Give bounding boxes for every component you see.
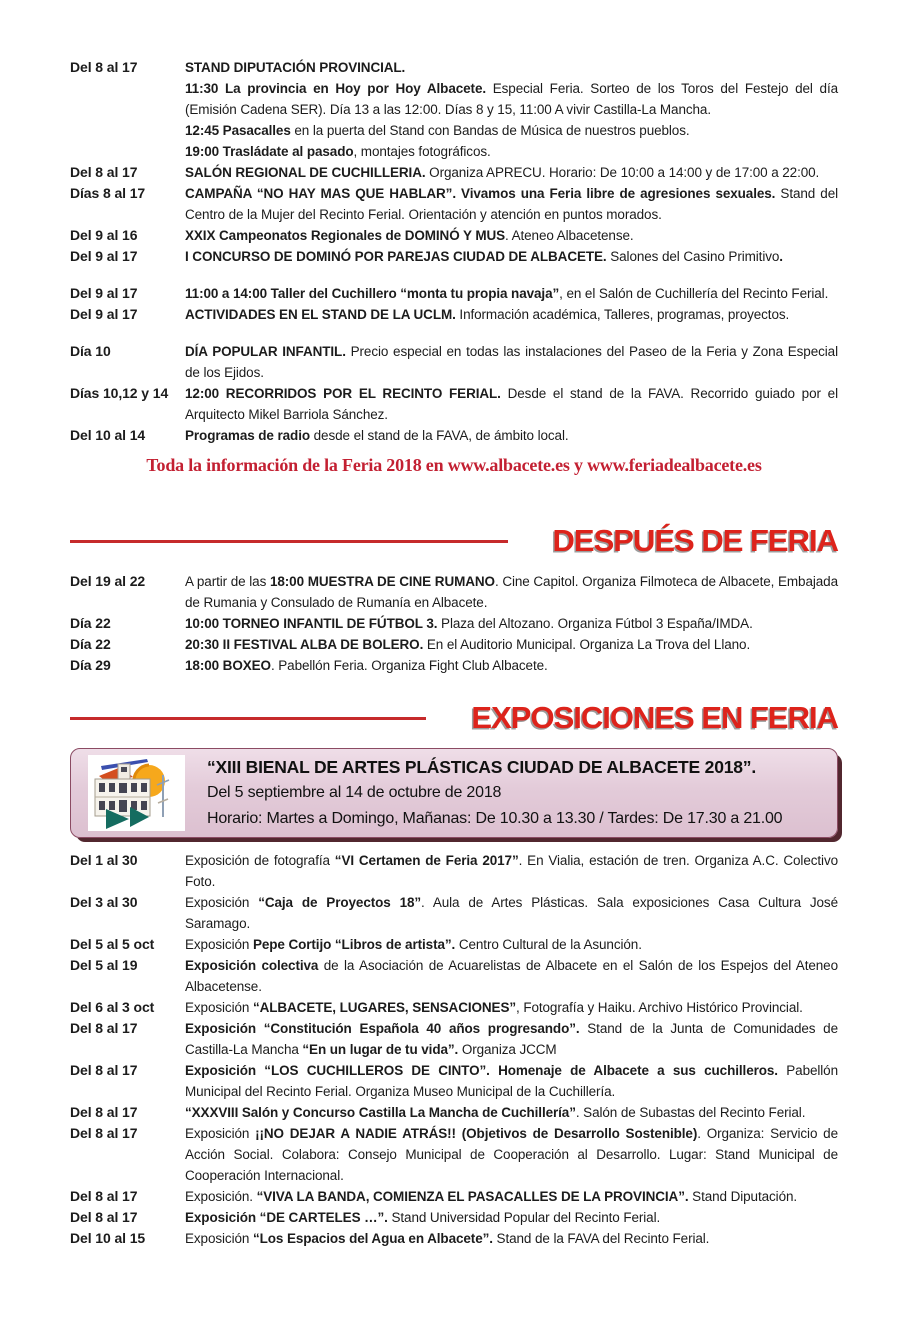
event-date: Del 8 al 17 xyxy=(70,59,138,75)
event-date: Del 8 al 17 xyxy=(70,1104,138,1120)
event-date: Del 6 al 3 oct xyxy=(70,999,155,1015)
event-date: Del 1 al 30 xyxy=(70,852,138,868)
event-description: Exposición “Caja de Proyectos 18”. Aula de Artes Plásticas. Sala exposiciones Casa Cultura José Saramago. xyxy=(185,895,838,931)
event-description: Exposición “DE CARTELES …”. Stand Universidad Popular del Recinto Ferial. xyxy=(185,1210,661,1225)
event-row xyxy=(70,1186,838,1207)
event-row xyxy=(70,341,838,383)
event-date: Del 8 al 17 xyxy=(70,164,138,180)
event-date: Del 3 al 30 xyxy=(70,894,138,910)
event-description: Programas de radio desde el stand de la FAVA, de ámbito local. xyxy=(185,428,569,443)
event-date: Día 22 xyxy=(70,615,111,631)
event-row xyxy=(70,997,838,1018)
event-description: Exposición Pepe Cortijo “Libros de artista”. Centro Cultural de la Asunción. xyxy=(185,937,642,952)
event-description: Exposición “Los Espacios del Agua en Albacete”. Stand de la FAVA del Recinto Ferial. xyxy=(185,1231,710,1246)
event-row xyxy=(70,383,838,425)
event-date: Del 8 al 17 xyxy=(70,1188,138,1204)
event-date: Del 9 al 16 xyxy=(70,227,138,243)
event-description: CAMPAÑA “NO HAY MAS QUE HABLAR”. Vivamos una Feria libre de agresiones sexuales. Stand del Centro de la Mujer del Recinto Ferial. Orientación y atención en puntos morados. xyxy=(185,186,839,222)
event-date: Del 9 al 17 xyxy=(70,248,138,264)
event-date: Días 10,12 y 14 xyxy=(70,385,169,401)
event-description: Exposición. “VIVA LA BANDA, COMIENZA EL PASACALLES DE LA PROVINCIA”. Stand Diputación. xyxy=(185,1189,798,1204)
event-description: Exposición ¡¡NO DEJAR A NADIE ATRÁS!! (Objetivos de Desarrollo Sostenible). Organiza: Servicio de Acción Social. Colabora: Consejo Municipal de Cooperación al Desarrollo. Lugar: Stand Municipal de Cooperación Internacional. xyxy=(185,1126,838,1183)
event-row xyxy=(70,955,838,997)
event-row xyxy=(70,850,838,892)
event-row xyxy=(70,162,838,183)
bienal-title: “XIII BIENAL DE ARTES PLÁSTICAS CIUDAD DE ALBACETE 2018”. xyxy=(207,757,757,777)
section-title-despues-de-feria: DESPUÉS DE FERIA xyxy=(552,523,838,558)
event-row xyxy=(70,634,838,655)
event-row xyxy=(70,571,838,613)
event-description: Exposición “ALBACETE, LUGARES, SENSACIONES”, Fotografía y Haiku. Archivo Histórico Provincial. xyxy=(185,1000,803,1015)
event-row xyxy=(70,57,838,162)
event-date: Del 9 al 17 xyxy=(70,285,138,301)
section-rule xyxy=(70,717,426,720)
info-line: Toda la información de la Feria 2018 en www.albacete.es y www.feriadealbacete.es xyxy=(146,455,762,475)
event-date: Del 5 al 19 xyxy=(70,957,138,973)
event-date: Del 8 al 17 xyxy=(70,1125,138,1141)
exposiciones-events-list xyxy=(70,850,838,1249)
event-row xyxy=(70,934,838,955)
event-row xyxy=(70,283,838,304)
event-row xyxy=(70,1102,838,1123)
event-date: Días 8 al 17 xyxy=(70,185,146,201)
event-row xyxy=(70,183,838,225)
bienal-dates: Del 5 septiembre al 14 de octubre de 2018 xyxy=(207,784,502,801)
event-row xyxy=(70,1018,838,1060)
bienal-artwork-image xyxy=(88,755,185,831)
event-row xyxy=(70,225,838,246)
feria-events-list xyxy=(70,57,838,446)
event-description: SALÓN REGIONAL DE CUCHILLERIA. Organiza APRECU. Horario: De 10:00 a 14:00 y de 17:00 a 22:00. xyxy=(185,165,820,180)
event-date: Del 19 al 22 xyxy=(70,573,146,589)
event-row xyxy=(70,304,838,325)
despues-de-feria-events-list xyxy=(70,571,838,676)
event-date: Del 5 al 5 oct xyxy=(70,936,155,952)
event-date: Del 8 al 17 xyxy=(70,1209,138,1225)
section-header-exposiciones-en-feria xyxy=(70,700,838,736)
event-description: Exposición “Constitución Española 40 años progresando”. Stand de la Junta de Comunidades de Castilla-La Mancha “En un lugar de tu vida”. Organiza JCCM xyxy=(185,1021,838,1057)
bienal-schedule: Horario: Martes a Domingo, Mañanas: De 10.30 a 13.30 / Tardes: De 17.30 a 21.00 xyxy=(207,810,783,827)
event-description: 18:00 BOXEO. Pabellón Feria. Organiza Fight Club Albacete. xyxy=(185,658,548,673)
event-date: Del 10 al 15 xyxy=(70,1230,146,1246)
section-rule xyxy=(70,540,508,543)
event-description: I CONCURSO DE DOMINÓ POR PAREJAS CIUDAD DE ALBACETE. Salones del Casino Primitivo. xyxy=(185,249,783,264)
event-date: Día 29 xyxy=(70,657,111,673)
event-row xyxy=(70,655,838,676)
event-description: Exposición “LOS CUCHILLEROS DE CINTO”. Homenaje de Albacete a sus cuchilleros. Pabellón Municipal del Recinto Ferial. Organiza Museo Municipal de la Cuchillería. xyxy=(185,1063,839,1099)
bienal-banner xyxy=(70,748,838,838)
section-header-despues-de-feria xyxy=(70,523,838,559)
event-description: A partir de las 18:00 MUESTRA DE CINE RUMANO. Cine Capitol. Organiza Filmoteca de Albacete, Embajada de Rumania y Consulado de Rumanía en Albacete. xyxy=(185,574,838,610)
event-date: Del 8 al 17 xyxy=(70,1020,138,1036)
event-description: STAND DIPUTACIÓN PROVINCIAL. 11:30 La provincia en Hoy por Hoy Albacete. Especial Feria. Sorteo de los Toros del Festejo del día (Emisión Cadena SER). Día 13 a las 12:00. Días 8 y 15, 11:00 A vivir Castilla-La Mancha. 12:45 Pasacalles en la puerta del Stand con Bandas de Música de nuestros pueblos. 19:00 Trasládate al pasado, montajes fotográficos. xyxy=(185,60,839,159)
event-date: Del 8 al 17 xyxy=(70,1062,138,1078)
bienal-artwork-icon xyxy=(88,755,185,831)
event-row xyxy=(70,246,838,267)
section-title-exposiciones-en-feria: EXPOSICIONES EN FERIA xyxy=(471,700,838,735)
event-row xyxy=(70,1060,838,1102)
event-description: XXIX Campeonatos Regionales de DOMINÓ Y MUS. Ateneo Albacetense. xyxy=(185,228,634,243)
event-date: Del 10 al 14 xyxy=(70,427,146,443)
event-date: Del 9 al 17 xyxy=(70,306,138,322)
event-row xyxy=(70,1207,838,1228)
event-description: 11:00 a 14:00 Taller del Cuchillero “monta tu propia navaja”, en el Salón de Cuchillería del Recinto Ferial. xyxy=(185,286,829,301)
event-description: ACTIVIDADES EN EL STAND DE LA UCLM. Información académica, Talleres, programas, proyectos. xyxy=(185,307,790,322)
event-row xyxy=(70,1123,838,1186)
event-date: Día 10 xyxy=(70,343,111,359)
event-description: 10:00 TORNEO INFANTIL DE FÚTBOL 3. Plaza del Altozano. Organiza Fútbol 3 España/IMDA. xyxy=(185,616,753,631)
event-date: Día 22 xyxy=(70,636,111,652)
event-description: DÍA POPULAR INFANTIL. Precio especial en todas las instalaciones del Paseo de la Feria y Zona Especial de los Ejidos. xyxy=(185,344,838,380)
event-row xyxy=(70,613,838,634)
event-description: Exposición de fotografía “VI Certamen de Feria 2017”. En Vialia, estación de tren. Organiza A.C. Colectivo Foto. xyxy=(185,853,839,889)
event-description: 20:30 II FESTIVAL ALBA DE BOLERO. En el Auditorio Municipal. Organiza La Trova del Llano. xyxy=(185,637,751,652)
event-description: 12:00 RECORRIDOS POR EL RECINTO FERIAL. Desde el stand de la FAVA. Recorrido guiado por el Arquitecto Mikel Barriola Sánchez. xyxy=(185,386,838,422)
event-description: Exposición colectiva de la Asociación de Acuarelistas de Albacete en el Salón de los Espejos del Ateneo Albacetense. xyxy=(185,958,838,994)
bienal-banner-text xyxy=(207,754,782,832)
event-row xyxy=(70,1228,838,1249)
event-description: “XXXVIII Salón y Concurso Castilla La Mancha de Cuchillería”. Salón de Subastas del Recinto Ferial. xyxy=(185,1105,806,1120)
event-row xyxy=(70,425,838,446)
event-row xyxy=(70,892,838,934)
